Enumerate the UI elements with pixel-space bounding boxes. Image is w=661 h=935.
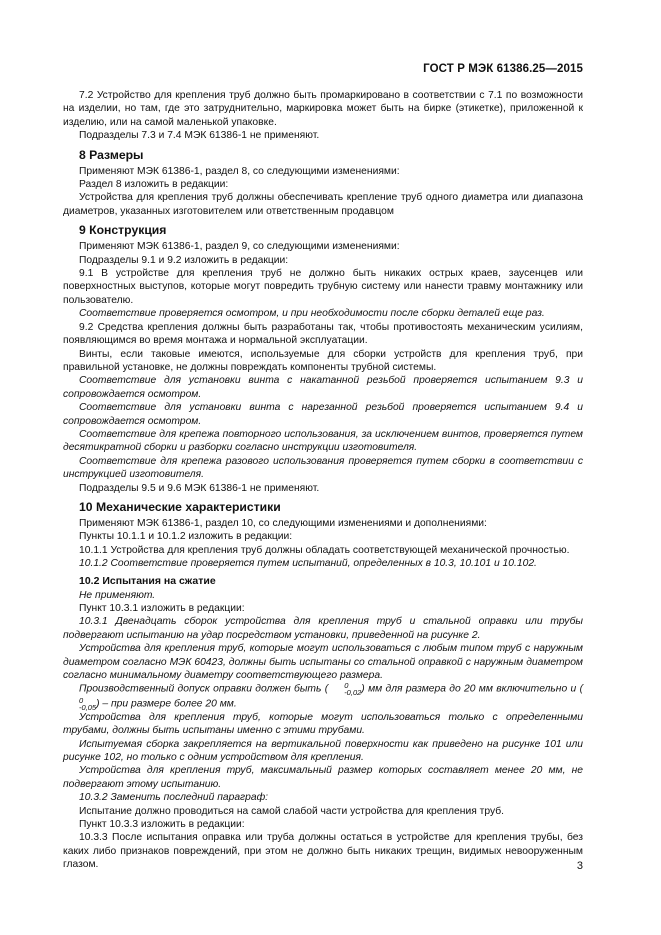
document-body bbox=[63, 89, 583, 872]
tolerance-2-upper: 0 bbox=[79, 695, 84, 705]
paragraph-9-2-screws: Винты, если таковые имеются, используемые для сборки устройств для крепления труб, при правильной установке, не должны повреждать компоненты трубной системы. bbox=[63, 348, 583, 373]
paragraph-7-2: 7.2 Устройство для крепления труб должно быть промаркировано в соответствии с 7.1 по возможности на изделии, но там, где это затруднительно, маркировка может быть на бирке (этикетке), приложенной к изделию, или на самой маленькой упаковке. bbox=[63, 90, 583, 128]
paragraph-7-3: Подразделы 7.3 и 7.4 МЭК 61386-1 не применяют. bbox=[79, 130, 320, 142]
paragraph-8-text: Устройства для крепления труб должны обеспечивать крепление труб одного диаметра или диапазона диаметров, указанных изготовителем или ответственным продавцом bbox=[63, 192, 583, 217]
section-10-heading: 10 Механические характеристики bbox=[79, 499, 281, 514]
paragraph-9-2: 9.2 Средства крепления должны быть разработаны так, чтобы противостоять механическим усилиям, появляющимся во время монтажа и нормальной эксплуатации. bbox=[63, 321, 583, 347]
paragraph-10-3-3-edit: Пункт 10.3.3 изложить в редакции: bbox=[79, 818, 245, 830]
paragraph-10-3-2-text: Испытание должно проводиться на самой слабой части устройства для крепления труб. bbox=[79, 805, 504, 817]
tolerance-text-1: Производственный допуск оправки должен быть bbox=[79, 684, 322, 696]
paragraph-10-1-2: 10.1.2 Соответствие проверяется путем испытаний, определенных в 10.3, 10.101 и 10.102. bbox=[79, 558, 537, 570]
tolerance-1-lower: -0,02 bbox=[344, 688, 362, 698]
paragraph-8-intro: Применяют МЭК 61386-1, раздел 8, со следующими изменениями: bbox=[79, 165, 400, 177]
paragraph-10-3-1: 10.3.1 Двенадцать сборок устройства для крепления труб и стальной оправки или трубы подвергают испытанию на удар посредством установки, приведенной на рисунке 2. bbox=[63, 616, 583, 641]
paragraph-10-3-1-tolerance: Производственный допуск оправки должен быть ( 0 -0,02 ) мм для размера до 20 мм включительно и ( 0 -0,05 ) – при размере более 20 мм. bbox=[63, 682, 583, 710]
paragraph-10-edit: Пункты 10.1.1 и 10.1.2 изложить в редакции: bbox=[79, 531, 293, 543]
tolerance-text-2: мм для размера до 20 мм включительно и bbox=[368, 684, 577, 696]
paragraph-10-2-edit: Пункт 10.3.1 изложить в редакции: bbox=[79, 603, 245, 614]
paragraph-10-intro: Применяют МЭК 61386-1, раздел 10, со следующими изменениями и дополнениями: bbox=[79, 517, 487, 529]
tolerance-text-3: – при размере более 20 мм. bbox=[102, 698, 237, 710]
tolerance-1 bbox=[328, 682, 361, 696]
paragraph-10-3-1-exclusion: Устройства для крепления труб, максимальный размер которых составляет менее 20 мм, не подвергают этому испытанию. bbox=[63, 765, 583, 790]
paragraph-10-3-1-mounting: Испытуемая сборка закрепляется на вертикальной поверхности как приведено на рисунке 101 или рисунке 102, но только с одним устройством для крепления. bbox=[63, 738, 583, 763]
paragraph-9-2-compliance-3: Соответствие для крепежа повторного использования, за исключением винтов, проверяется путем десятикратной сборки и разборки согласно инструкции изготовителя. bbox=[63, 428, 583, 454]
subsection-10-2-heading: 10.2 Испытания на сжатие bbox=[79, 574, 216, 587]
paragraph-9-1-compliance: Соответствие проверяется осмотром, и при необходимости после сборки деталей еще раз. bbox=[79, 308, 545, 320]
paragraph-9-2-compliance-2: Соответствие для установки винта с нарезанной резьбой проверяется испытанием 9.4 и сопровождается осмотром. bbox=[63, 402, 583, 427]
paragraph-9-intro: Применяют МЭК 61386-1, раздел 9, со следующими изменениями: bbox=[79, 241, 400, 253]
tolerance-2 bbox=[63, 697, 96, 711]
paragraph-10-3-2: 10.3.2 Заменить последний параграф: bbox=[79, 792, 269, 804]
paragraph-8-edit: Раздел 8 изложить в редакции: bbox=[79, 179, 229, 191]
paragraph-10-3-1-any-tube: Устройства для крепления труб, которые могут использоваться с любым типом труб с наружным диаметром согласно МЭК 60423, должны быть испытаны со стальной оправкой с наружным диаметром согласно минимальному диаметру соответствующего размера. bbox=[63, 643, 583, 682]
page-number: 3 bbox=[576, 860, 583, 872]
paragraph-10-2-not-applied: Не применяют. bbox=[79, 589, 156, 601]
paragraph-10-1-1: 10.1.1 Устройства для крепления труб должны обладать соответствующей механической прочностью. bbox=[79, 544, 570, 556]
paragraph-10-3-1-specific-tubes: Устройства для крепления труб, которые могут использоваться только с определенными трубами, должны быть испытаны именно с этими трубами. bbox=[63, 711, 583, 737]
tolerance-1-upper: 0 bbox=[344, 681, 349, 691]
paragraph-9-1: 9.1 В устройстве для крепления труб не должно быть никаких острых краев, заусенцев или поверхностных выступов, которые могут повредить трубную систему или нанести травму монтажнику или пользователю. bbox=[63, 268, 583, 306]
section-8-heading: 8 Размеры bbox=[79, 147, 144, 162]
paragraph-9-5: Подразделы 9.5 и 9.6 МЭК 61386-1 не применяют. bbox=[79, 482, 320, 494]
document-header: ГОСТ Р МЭК 61386.25—2015 bbox=[423, 63, 583, 75]
paragraph-10-3-3: 10.3.3 После испытания оправка или труба должны остаться в устройстве для крепления трубы, без каких либо признаков повреждений, при этом не должно быть никаких трещин, видимых невооруженным глазом. bbox=[63, 832, 583, 871]
section-9-heading: 9 Конструкция bbox=[79, 223, 167, 238]
tolerance-2-lower: -0,05 bbox=[79, 702, 97, 712]
paragraph-9-2-compliance-4: Соответствие для крепежа разового использования проверяется путем сборки в соответствии с инструкцией изготовителя. bbox=[63, 455, 583, 481]
paragraph-9-2-compliance-1: Соответствие для установки винта с накатанной резьбой проверяется испытанием 9.3 и сопровождается осмотром. bbox=[63, 375, 583, 400]
paragraph-9-edit: Подразделы 9.1 и 9.2 изложить в редакции: bbox=[79, 254, 289, 266]
